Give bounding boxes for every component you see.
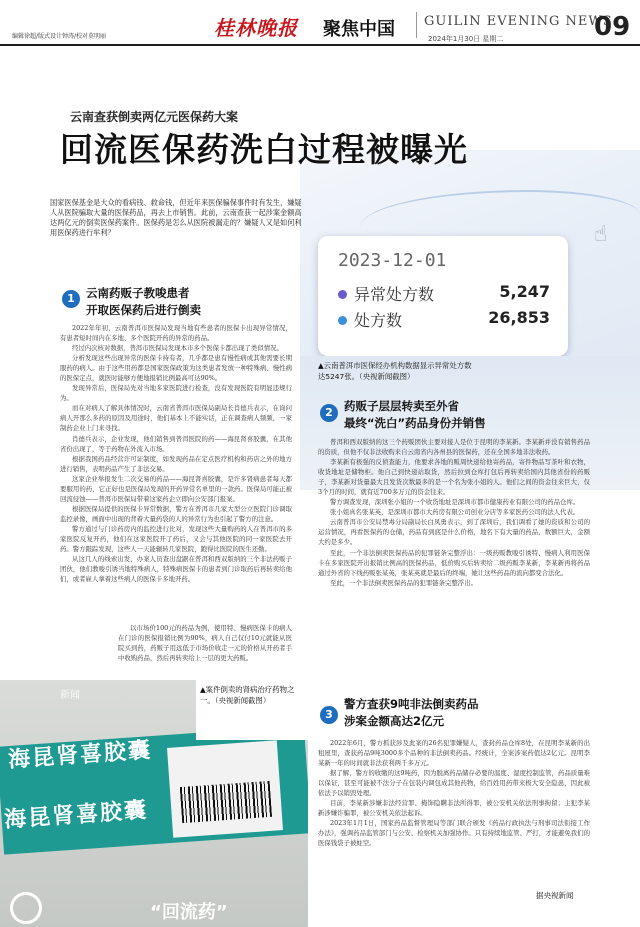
column-1-tail: [118, 623, 292, 687]
paragraph: 以市场价100元的药品为例，使用特、慢病医保卡的病人在门诊的医保报销比例为90%，病人自己仅付10元就能从医院买到药，药贩子用远低于市场价收走一元的价格从开药者手中收购药品，然后再转卖给上一层的更大药贩。: [118, 624, 292, 663]
article-lead: 国家医保基金是大众的看病钱、救命钱，但近年来医保骗保事件时有发生，嫌疑人从医院骗取大量的医保药品，再去上市销售。此前，云南查获一起涉案金额高达两亿元的倒卖医保药案件。医保药是怎么从医院被漏走的？嫌疑人又是如何利用医保药进行牟利？: [50, 198, 302, 237]
paragraph: 云南普洱市公安局禁毒分局副局长白凤勇表示，到了深圳后，我们调看了她的资质和公司的运营情况，再看医保药的仓储，药品有到底是什么价格，地名下有大量的药品，数额巨大，金额大约是多少。: [318, 518, 590, 547]
purple-dot-icon: [338, 290, 347, 299]
paragraph: 肖德兵表示，企业发现，他们销售到普洱医院的药——海昆肾喜胶囊，在其他省份出现了，等于药物在外流入市场。: [60, 434, 292, 453]
hand-cursor-icon: ☝: [594, 222, 608, 247]
section-title-line: 涉案金额高达2亿元: [344, 714, 445, 728]
section-title-line: 药贩子层层转卖至外省: [344, 399, 459, 413]
paragraph: 据了解，警方的收缴的这9吨药，因为脱离药品储存必要的温度、湿度控制监管，药品质量难以保证，甚至可能被不法分子在包装内调包成其他药物，给百姓用药带来极大安全隐患，因此被依法予以销毁处理。: [318, 769, 590, 798]
paragraph: 从这几人的线索出发，办案人员查出盘踞在普洱和西双版纳的三个非法药贩子团伙，他们教唆引诱当地特殊病人，特殊病医保卡的患者到门诊取药后再转卖给他们，或者雇人拿着这些病人的医保卡多地开药。: [60, 555, 292, 584]
source-credit: 据央视新闻: [536, 891, 574, 900]
drug-box-label: [167, 740, 283, 837]
blue-dot-icon: [338, 316, 347, 325]
column-1-text: [60, 323, 292, 623]
paragraph: 普洱和西双版纳的这三个药贩团伙主要对接人是位于昆明的李某新。李某新并没有销售药品的资质，但他不仅非法收购来自云南省内各州县的医保药，还在全国多地非法收药。: [318, 438, 590, 457]
section-title: [86, 285, 201, 319]
section-number-badge: 2: [320, 404, 338, 422]
card-row-value: 26,853: [488, 308, 550, 327]
paragraph: 根据医保局提供的医保卡异常数据，警方在普洱市几家大型公立医院门诊调取监控录像，画面中出现的背着大量药袋的人的异常行为也引起了警方的注意。: [60, 504, 292, 523]
paragraph: 2023年1月1日，国家药品监督管理局等部门联合颁发《药品行政执法与刑事司法衔接工作办法》，强调药品监管部门与公安、检察机关加强协作。只有持续地监管、严打，才能避免我们的医保钱袋子被蛀空。: [318, 819, 590, 848]
section-title: [344, 398, 486, 432]
column-3-text: [318, 738, 590, 888]
section-title-line: 最终“洗白”药品身份并销售: [344, 416, 486, 430]
section-title-line: 云南药贩子教唆患者: [86, 286, 190, 300]
paragraph: 发现异常后，医保局先对当地多家医院进行检查，没有发现医院有明显违规行为。: [60, 384, 292, 403]
paragraph: 警方通过与门诊药房内的监控进行比对，发现这些大量购药的人在普洱市的多家医院反复开药，他们在这家医院开了药后，又会与其他医院的同一家医院去开药。警方跟踪发现，这些人一天能辗转几家医院，跑得比医院的医生还勤。: [60, 524, 292, 554]
article-headline: 回流医保药洗白过程被曝光: [60, 130, 468, 169]
newspaper-english-name: GUILIN EVENING NEWS: [424, 14, 613, 29]
section-number-badge: 1: [62, 290, 80, 308]
photo-caption: ▲案件倒卖的肾病治疗药物之一。（央视新闻截图）: [200, 685, 295, 705]
paragraph: 李某新有极强的反侦查能力，他要求各地的贩周快递给他寄药品，寄件物品写茶叶和衣物，收货地址是储物柜。他自己到快递站取货，然后拉到仓库打包后再转卖给国内其他省份的药贩子，李某新对货量最大且发货次数最多的是一个名为张小姐的人。他们之间的资金往来巨大，仅3个月的时间，就有近700多万元的资金往来。: [318, 458, 590, 497]
newspaper-logo: 桂林晚报: [214, 16, 298, 40]
paragraph: 根据我国药品经营许可证制度，如发现药品在定点医疗机构和药店之外的地方进行销售，表明药品产生了非法交易。: [60, 454, 292, 473]
section-number-badge: 3: [320, 706, 338, 724]
column-2-text: [318, 437, 590, 677]
data-tooltip-card: [318, 236, 568, 356]
card-row-abnormal: [338, 282, 558, 306]
card-date: 2023-12-01: [338, 250, 447, 271]
paragraph: 至此，一个非法倒卖医保药品的犯罪链条完整浮出：一级药贩教唆引诱特、慢病人利用医保卡在多家医院开出报销比例高的医保药品，低价购买后转卖给二级药贩李某新，李某新再将药品通过外省的下线药贩张某英，张某英就是最后的终端，她让这些药品的流向都变合法化。: [318, 548, 590, 577]
paragraph: 2022年年初，云南普洱市医保局发现当地有些患者的医保卡出现异常情况，有患者短时间内在多地、多个医院开药的异常的药品。: [60, 324, 292, 343]
card-row-total: [338, 308, 558, 332]
card-row-label: 处方数: [354, 311, 403, 330]
video-subtitle: “回流药”: [150, 902, 228, 923]
card-row-value: 5,247: [499, 282, 550, 301]
section-title-line: 开取医保药后进行倒卖: [86, 303, 201, 317]
paragraph: 经过内次核对数据，普洱市医保局发现本市多个医保卡都出现了类似情况。: [72, 344, 283, 353]
paragraph: 警方调查发现，深圳张小姐的一个收货地址是深圳市都市健康药业有限公司的药品仓库。: [330, 498, 580, 507]
editor-credits: 编辑徐超/版式设计钟涛/校对莫明丽: [12, 33, 107, 40]
page-number: 09: [594, 12, 631, 42]
paragraph: 目前，李某新涉嫌非法经营罪、掩饰隐瞒非法所得罪，被公安机关依法刑事拘留；主犯李某新涉嫌诈骗罪，被公安机关依法起诉。: [318, 799, 590, 818]
article-kicker: 云南查获倒卖两亿元医保药大案: [70, 110, 239, 124]
paragraph: 而在对病人了解具体情况时，云南省普洱市医保局副局长肖德兵表示，在询问病人开那么多药的原因及用途时，他们基本上不能实话，正在调查病人频频，一家制药企业上门来寻找。: [60, 404, 292, 433]
section-title-line: 警方查获9吨非法倒卖药品: [344, 697, 479, 711]
paragraph: 2022年6月，警方抓获涉及此案的26名犯罪嫌疑人，查封药品仓库8处，在昆明李某新的出租屋里，查获药品9吨3000多个品种的非法倒卖药品。经统计，全案涉案药值达2亿元。昆明李某新一年的时间就非法获利两千多万元。: [318, 739, 590, 768]
issue-date: 2024年1月30日 星期二: [428, 35, 504, 43]
screenshot-caption: ▲云南普洱市医保经办机构数据显示异常处方数达5247张。（央视新闻截图）: [318, 361, 472, 381]
paragraph: 至此，一个非法倒卖医保药品的犯罪链条完整浮出。: [330, 578, 477, 587]
masthead: [0, 0, 640, 46]
card-row-label: 异常处方数: [354, 285, 435, 304]
paragraph: 这家企业举报发生二次交易的药品——海昆肾喜胶囊，是许多肾病患者每天都要服用的药，它正好也是医保局发现的开药异常名单里的一款药。医保局可能正被回流侵蚀——普洱市医保局带着这家药企立即向公安部门报案。: [60, 474, 292, 503]
paragraph: 张小姐真名张某英，是深圳市都市大药房有限公司创业分店等多家医药公司的法人代表。: [330, 508, 580, 517]
barcode-icon: [180, 781, 272, 823]
header-divider: [416, 12, 417, 38]
section-name: 聚焦中国: [323, 19, 395, 40]
tv-watermark: 新闻: [60, 690, 80, 701]
section-title: [344, 696, 479, 730]
cctv-logo-icon: [10, 892, 42, 924]
drug-box-name: 海昆肾喜胶囊: [7, 738, 153, 773]
drug-box-name: 海昆肾喜胶囊: [3, 798, 149, 833]
paragraph: 分析发现这些出现异常的医保卡持有者，几乎都是患有慢性病或其他需要长期服药的病人。由于这些用药都是国家医保政策为这类患者发放一种特殊病、慢性病的医保定点，就医时能够方便地报销比例最高可达90%。: [60, 354, 292, 383]
